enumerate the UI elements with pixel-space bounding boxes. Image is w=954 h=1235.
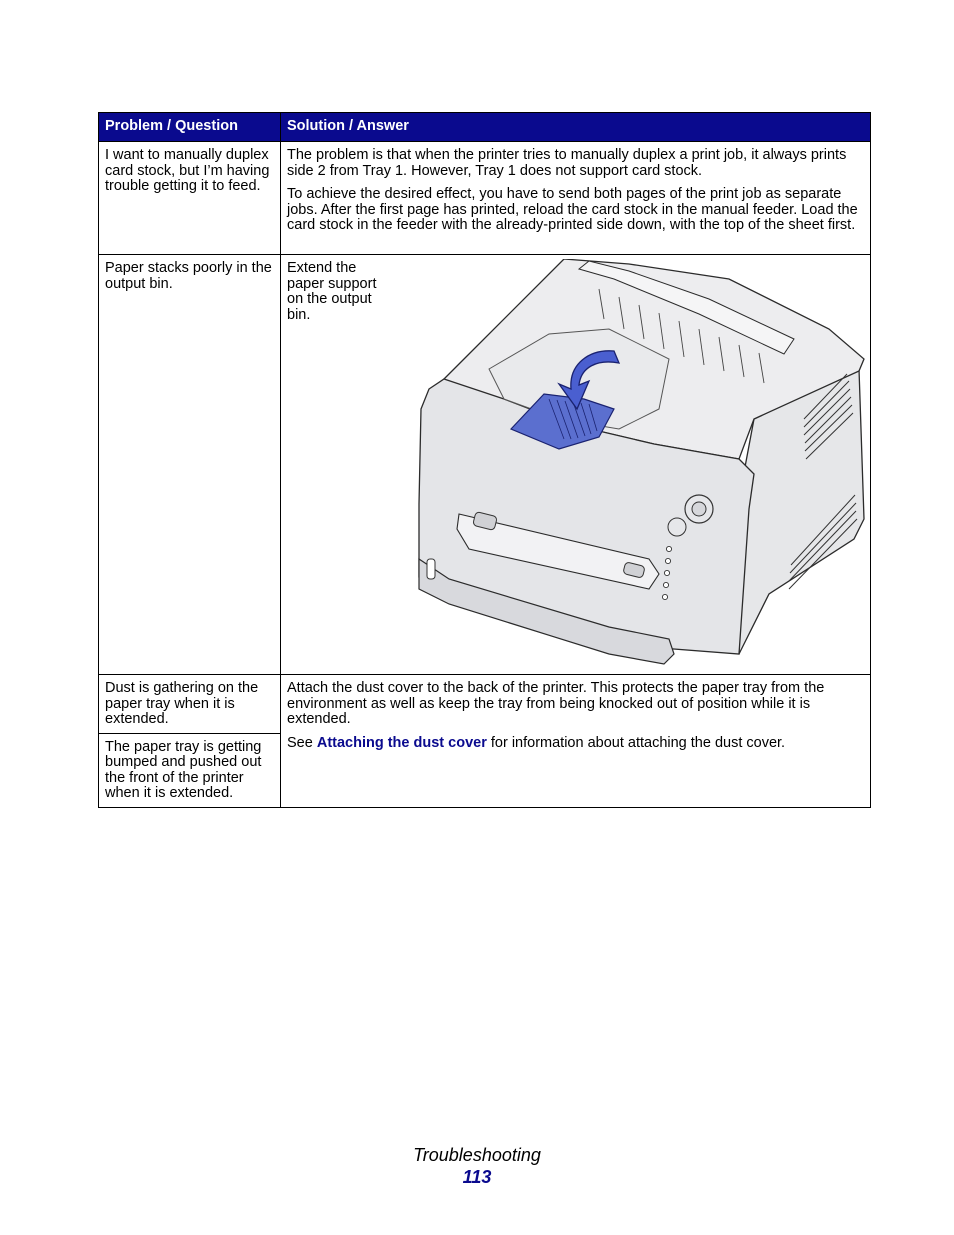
problem-cell: Dust is gathering on the paper tray when it is extended.: [99, 675, 281, 734]
solution-paragraph: Attach the dust cover to the back of the printer. This protects the paper tray from the environment as well as keep the tray from being knocked out of position while it is extended.: [287, 680, 825, 727]
attaching-dust-cover-link[interactable]: Attaching the dust cover: [316, 734, 487, 751]
column-header-solution: Solution / Answer: [281, 113, 871, 142]
table-row: [99, 142, 871, 255]
page-number: 113: [462, 1167, 492, 1187]
solution-cell: [281, 255, 871, 675]
problem-cell: Paper stacks poorly in the output bin.: [99, 255, 281, 675]
solution-cell: [281, 675, 871, 808]
solution-paragraph: Extend the paper support on the output bin.: [287, 260, 377, 323]
column-header-problem: Problem / Question: [99, 113, 281, 142]
problem-cell: I want to manually duplex card stock, but I’m having trouble getting it to feed.: [99, 142, 281, 255]
table-header-row: [99, 113, 871, 142]
table-row: [99, 675, 871, 734]
printer-illustration: [409, 259, 865, 671]
see-prefix: See: [287, 734, 317, 751]
solution-paragraph: [287, 736, 864, 752]
footer-section-title: Troubleshooting: [413, 1145, 541, 1165]
troubleshooting-table: [98, 112, 871, 808]
table-row: [99, 255, 871, 675]
see-suffix: for information about attaching the dust cover.: [486, 734, 786, 751]
solution-paragraph: The problem is that when the printer tries to manually duplex a print job, it always prints side 2 from Tray 1. However, Tray 1 does not support card stock.: [287, 147, 847, 179]
solution-cell: [281, 142, 871, 255]
solution-paragraph: To achieve the desired effect, you have to send both pages of the print job as separate jobs. After the first page has printed, reload the card stock in the manual feeder. Load the card stock in the feeder with the already-printed side down, with the top of the sheet first.: [287, 186, 858, 233]
problem-cell: The paper tray is getting bumped and pushed out the front of the printer when it is extended.: [99, 733, 281, 807]
